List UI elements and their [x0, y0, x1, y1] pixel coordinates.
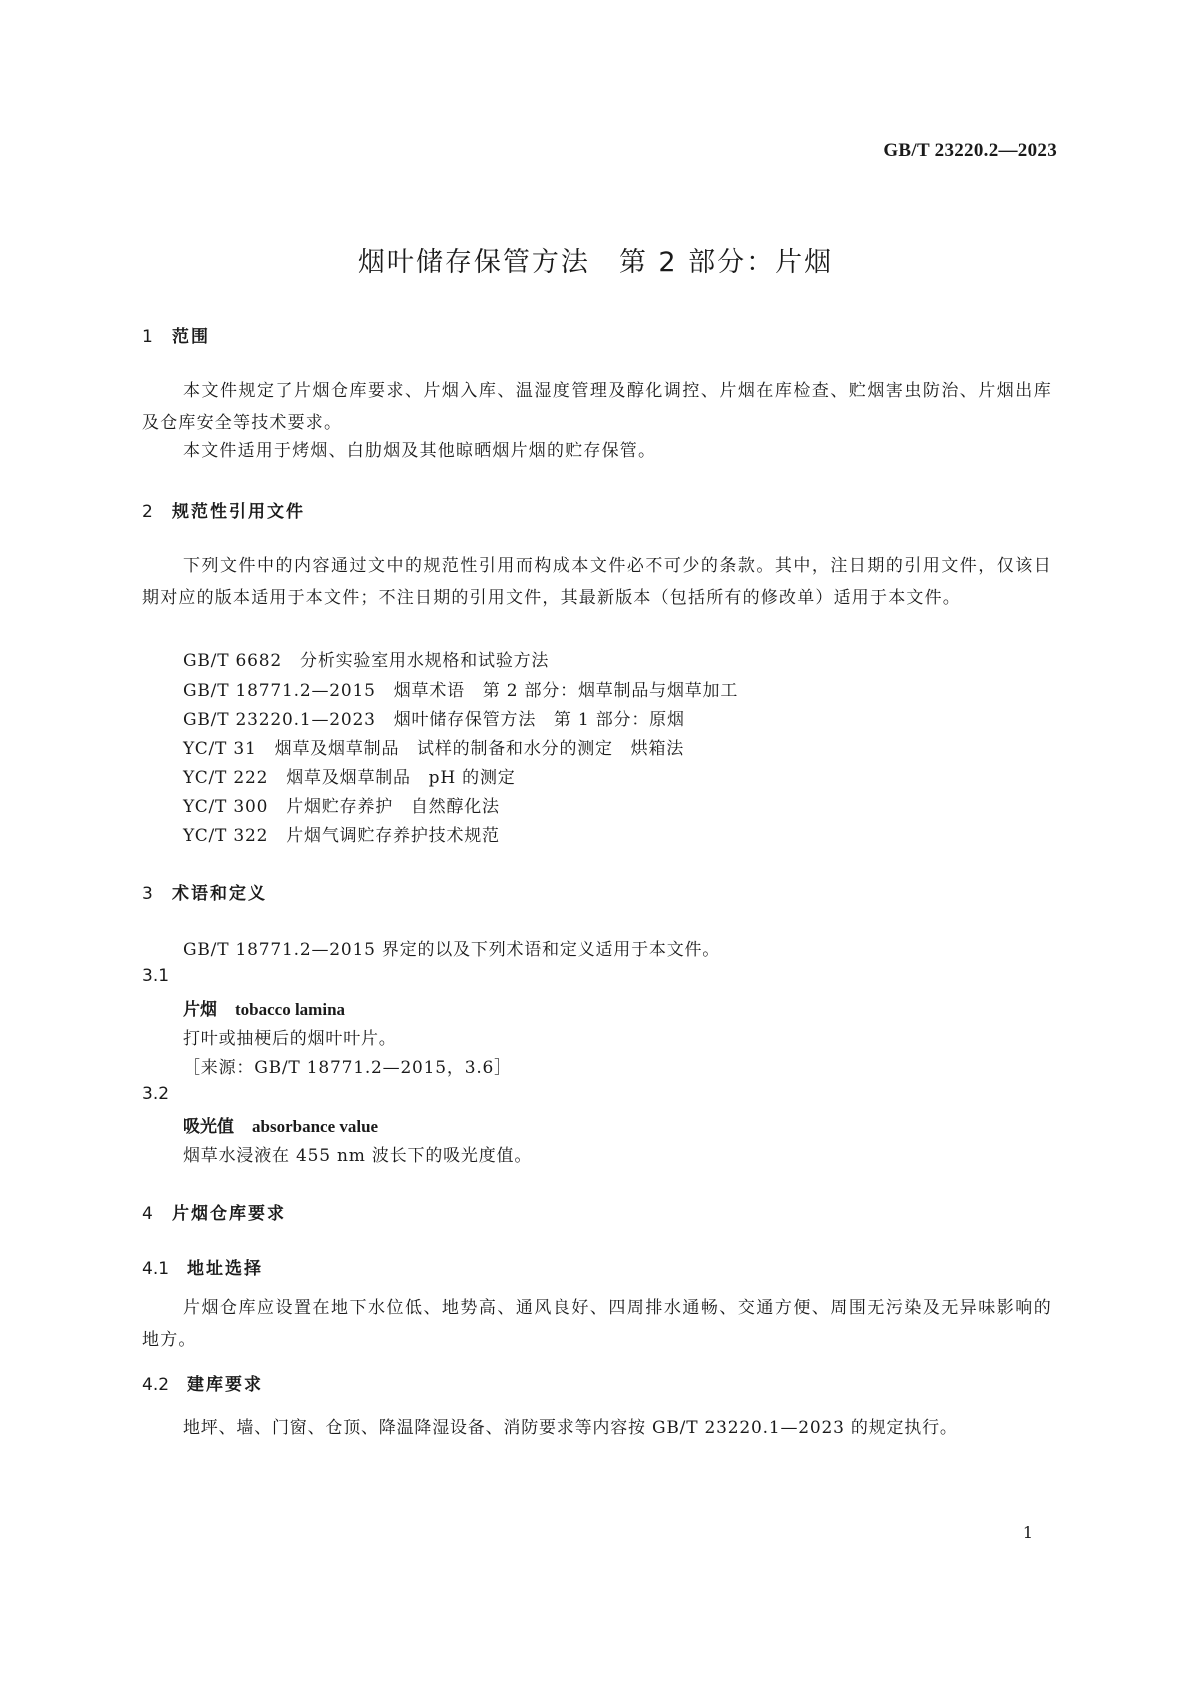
section-4-heading [142, 1199, 286, 1224]
reference-code: YC/T 222 [183, 768, 269, 788]
section-3-heading [142, 879, 267, 904]
section-title: 片烟仓库要求 [172, 1204, 286, 1224]
reference-item [183, 792, 500, 817]
reference-code: GB/T 18771.2—2015 [183, 681, 376, 701]
section-2-heading [142, 497, 305, 522]
reference-item [183, 821, 500, 846]
term-chinese: 片烟 [183, 1000, 217, 1020]
section-1-heading [142, 322, 210, 347]
reference-name: 烟草及烟草制品 试样的制备和水分的测定 烘箱法 [274, 739, 685, 759]
term-definition: 打叶或抽梗后的烟叶叶片。 [183, 1029, 397, 1049]
term-english: tobacco lamina [235, 1000, 346, 1019]
reference-code: YC/T 300 [183, 797, 269, 817]
reference-item [183, 646, 549, 671]
subsection-title: 地址选择 [187, 1259, 263, 1279]
reference-item [183, 676, 738, 701]
reference-name: 烟草术语 第 2 部分：烟草制品与烟草加工 [393, 681, 739, 701]
subsection-4-2-paragraph: 地坪、墙、门窗、仓顶、降温降湿设备、消防要求等内容按 GB/T 23220.1—2023 的规定执行。 [183, 1418, 958, 1438]
subsection-4-2-heading [142, 1370, 263, 1395]
reference-item [183, 734, 684, 759]
term-definition: 烟草水浸液在 455 nm 波长下的吸光度值。 [183, 1146, 533, 1166]
reference-name: 片烟气调贮存养护技术规范 [286, 826, 500, 846]
section-3-intro: GB/T 18771.2—2015 界定的以及下列术语和定义适用于本文件。 [183, 940, 721, 960]
section-number: 2 [142, 502, 153, 522]
term-english: absorbance value [252, 1117, 379, 1136]
term-number: 3.1 [142, 966, 170, 986]
term-heading [183, 1112, 378, 1137]
term-source: ［来源：GB/T 18771.2—2015，3.6］ [183, 1058, 512, 1078]
reference-code: YC/T 322 [183, 826, 269, 846]
reference-name: 分析实验室用水规格和试验方法 [300, 651, 550, 671]
section-title: 术语和定义 [172, 884, 267, 904]
section-number: 4 [142, 1204, 153, 1224]
section-number: 3 [142, 884, 153, 904]
term-chinese: 吸光值 [183, 1117, 234, 1137]
reference-code: GB/T 23220.1—2023 [183, 710, 376, 730]
section-1-paragraph-1: 本文件规定了片烟仓库要求、片烟入库、温湿度管理及醇化调控、片烟在库检查、贮烟害虫防治、片烟出库及仓库安全等技术要求。 [142, 381, 1052, 433]
section-title: 范围 [172, 327, 210, 347]
document-title: 烟叶储存保管方法 第 2 部分：片烟 [357, 247, 834, 278]
term-heading [183, 995, 345, 1020]
reference-name: 烟叶储存保管方法 第 1 部分：原烟 [393, 710, 685, 730]
subsection-4-1-paragraph: 片烟仓库应设置在地下水位低、地势高、通风良好、四周排水通畅、交通方便、周围无污染及无异味影响的地方。 [142, 1298, 1052, 1350]
subsection-4-1-heading [142, 1254, 263, 1279]
term-number: 3.2 [142, 1084, 170, 1104]
reference-name: 片烟贮存养护 自然醇化法 [286, 797, 500, 817]
subsection-number: 4.2 [142, 1375, 170, 1395]
subsection-number: 4.1 [142, 1259, 170, 1279]
standard-code: GB/T 23220.2—2023 [883, 140, 1057, 161]
section-number: 1 [142, 327, 153, 347]
section-2-paragraph: 下列文件中的内容通过文中的规范性引用而构成本文件必不可少的条款。其中，注日期的引用文件，仅该日期对应的版本适用于本文件；不注日期的引用文件，其最新版本（包括所有的修改单）适用于本文件。 [142, 556, 1052, 608]
reference-item [183, 763, 516, 788]
section-1-paragraph-2: 本文件适用于烤烟、白肋烟及其他晾晒烟片烟的贮存保管。 [183, 441, 657, 461]
reference-code: YC/T 31 [183, 739, 257, 759]
reference-item [183, 705, 685, 730]
reference-name: 烟草及烟草制品 pH 的测定 [286, 768, 516, 788]
reference-code: GB/T 6682 [183, 651, 283, 671]
page-number: 1 [1022, 1523, 1033, 1542]
section-title: 规范性引用文件 [172, 502, 305, 522]
subsection-title: 建库要求 [187, 1375, 263, 1395]
